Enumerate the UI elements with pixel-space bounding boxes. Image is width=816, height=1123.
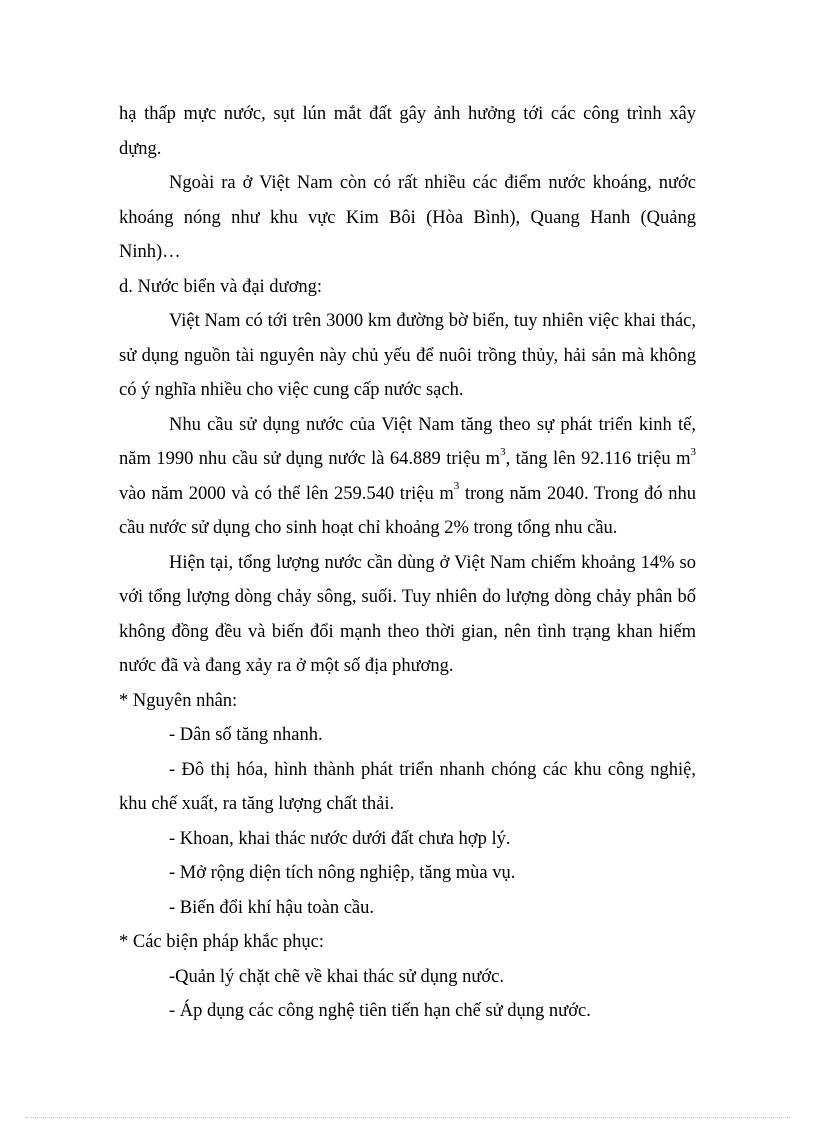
water-demand-text-2: , tăng lên 92.116 triệu m <box>505 449 691 469</box>
page-bottom-divider <box>26 1117 790 1118</box>
paragraph-subsidence: hạ thấp mực nước, sụt lún mắt đất gây ảnh hưởng tới các công trình xây dựng. <box>119 104 696 159</box>
superscript-3: 3 <box>690 445 696 458</box>
cause-item: - Đô thị hóa, hình thành phát triển nhanh chóng các khu công nghiệ, khu chế xuất, ra tăng lượng chất thải. <box>119 759 696 814</box>
superscript-3: 3 <box>453 480 460 493</box>
paragraph-mineral-water: Ngoài ra ở Việt Nam còn có rất nhiều các điểm nước khoáng, nước khoáng nóng như khu vực Kim Bôi (Hòa Bình), Quang Hanh (Quảng Ninh)… <box>119 173 696 262</box>
water-demand-text-3: vào năm 2000 và có thể lên 259.540 triệu m <box>119 483 454 504</box>
measures-heading: * Các biện pháp khắc phục: <box>119 932 324 952</box>
cause-item: - Mở rộng diện tích nông nghiệp, tăng mùa vụ. <box>169 863 516 883</box>
water-demand-text-1: Nhu cầu sử dụng nước của Việt Nam tăng theo sự phát triển kinh tế, năm 1990 nhu cầu sử dụng nước là 64.889 triệu m <box>119 414 696 469</box>
causes-heading: * Nguyên nhân: <box>119 690 238 711</box>
measure-item: - Áp dụng các công nghệ tiên tiến hạn chế sử dụng nước. <box>169 1001 591 1021</box>
cause-item: - Biến đổi khí hậu toàn cầu. <box>169 897 374 918</box>
paragraph-coastline: Việt Nam có tới trên 3000 km đường bờ biển, tuy nhiên việc khai thác, sử dụng nguồn tài nguyên này chủ yếu để nuôi trồng thủy, hải sản mà không có ý nghĩa nhiều cho việc cung cấp nước sạch. <box>119 311 696 400</box>
cause-item: - Khoan, khai thác nước dưới đất chưa hợp lý. <box>169 828 511 849</box>
cause-item: - Dân số tăng nhanh. <box>169 725 323 745</box>
measure-item: -Quản lý chặt chẽ về khai thác sử dụng nước. <box>169 966 504 987</box>
section-heading-sea-water: d. Nước biển và đại dương: <box>119 276 322 297</box>
paragraph-current-usage: Hiện tại, tổng lượng nước cần dùng ở Việt Nam chiếm khoảng 14% so với tổng lượng dòng chảy sông, suối. Tuy nhiên do lượng dòng chảy phân bố không đồng đều và biến đổi mạnh theo thời gian, nên tình trạng khan hiếm nước đã và đang xảy ra ở một số địa phương. <box>119 552 696 676</box>
paragraph-water-demand <box>119 408 696 546</box>
water-demand-text-4: trong năm 2040. Trong đó nhu cầu nước sử dụng cho sinh hoạt chỉ khoảng 2% trong tổng nhu cầu. <box>119 483 696 538</box>
superscript-3: 3 <box>500 445 506 458</box>
document-body <box>119 97 696 1029</box>
